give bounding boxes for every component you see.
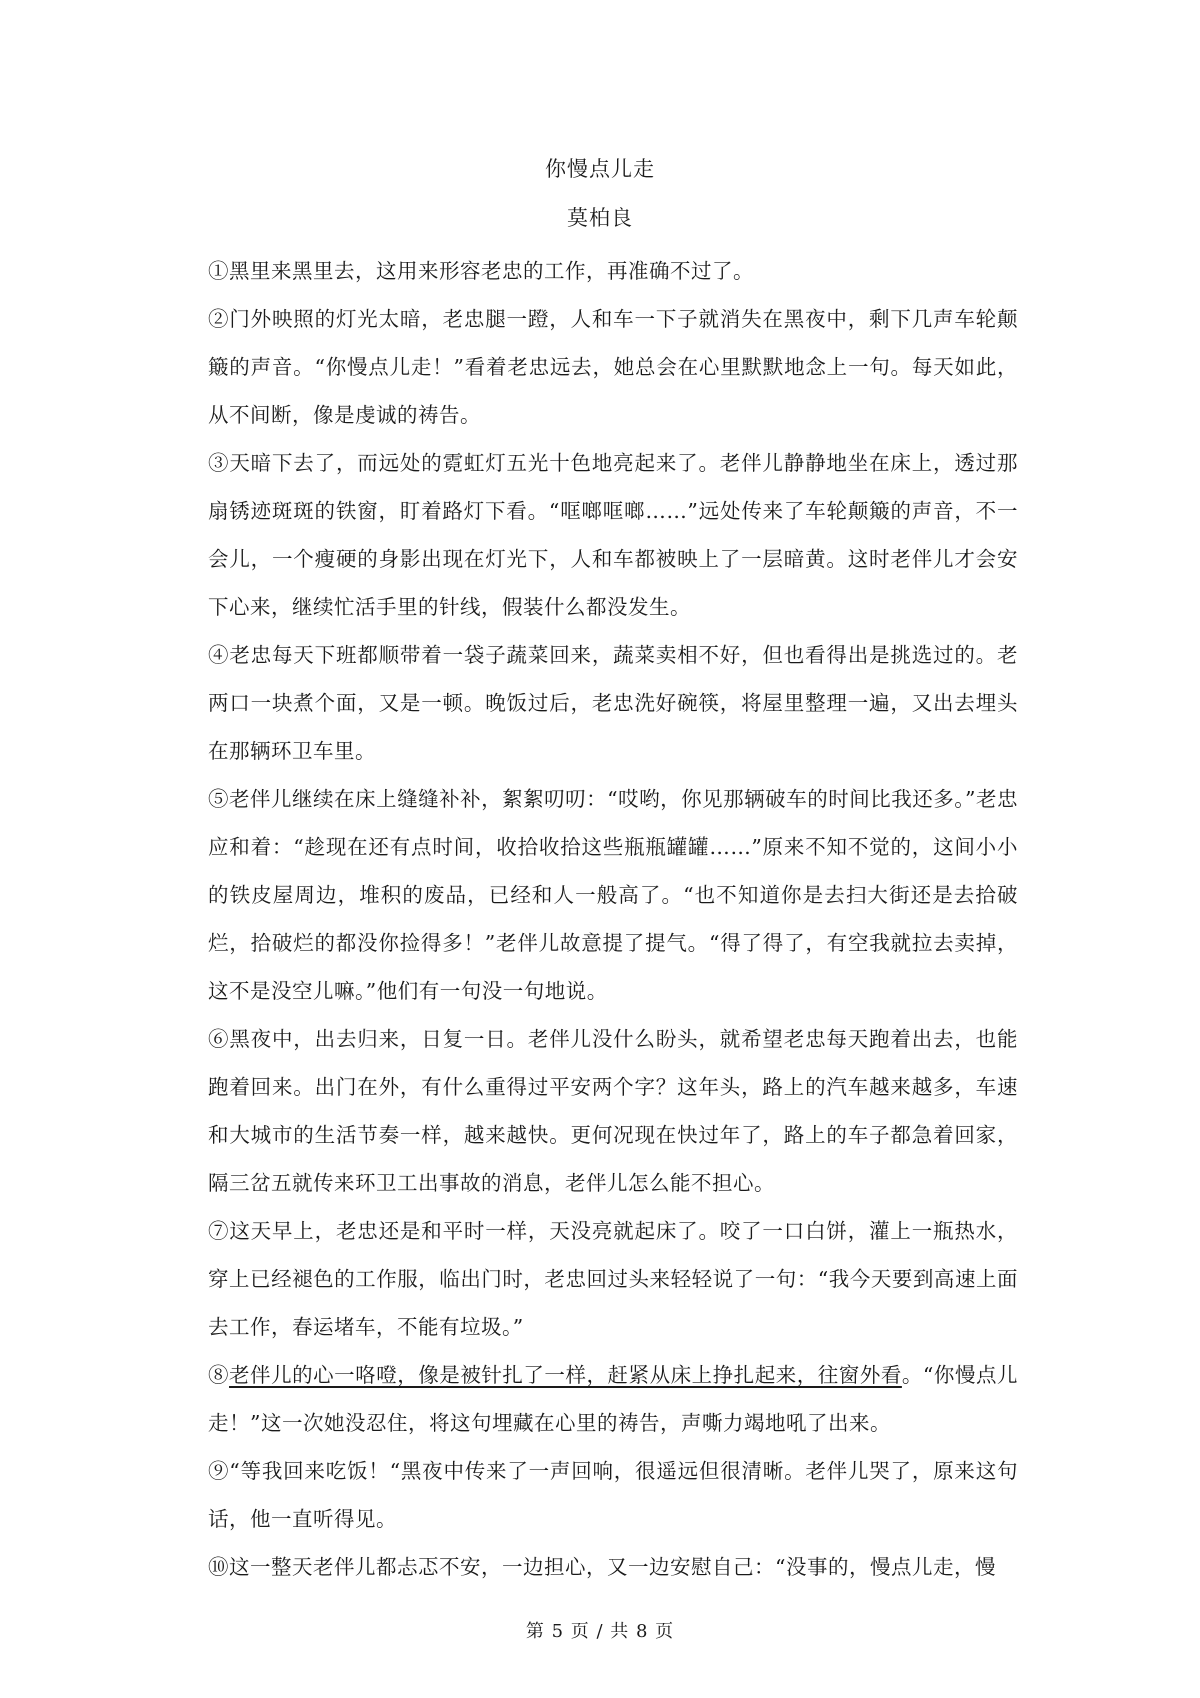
paragraph-number: ① <box>208 259 229 283</box>
paragraph-text: 天暗下去了，而远处的霓虹灯五光十色地亮起来了。老伴儿静静地坐在床上，透过那扇锈迹斑斑的铁窗，盯着路灯下看。“哐啷哐啷……”远处传来了车轮颠簸的声音，不一会儿，一个瘦硬的身影出现在灯光下，人和车都被映上了一层暗黄。这时老伴儿才会安下心来，继续忙活手里的针线，假装什么都没发生。 <box>208 451 1019 619</box>
paragraph-number: ⑥ <box>208 1027 230 1051</box>
paragraph-number: ② <box>208 307 230 331</box>
paragraph-3 <box>208 439 1018 631</box>
page-footer: 第 5 页 / 共 8 页 <box>525 1621 675 1642</box>
paragraph-9 <box>208 1447 1018 1543</box>
paragraph-text: 门外映照的灯光太暗，老忠腿一蹬，人和车一下子就消失在黑夜中，剩下几声车轮颠簸的声音。“你慢点儿走！”看着老忠远去，她总会在心里默默地念上一句。每天如此，从不间断，像是虔诚的祷告。 <box>208 307 1019 427</box>
paragraph-number: ⑨ <box>208 1459 230 1483</box>
paragraph-number: ⑤ <box>208 787 230 811</box>
paragraph-text: “等我回来吃饭！“黑夜中传来了一声回响，很遥远但很清晰。老伴儿哭了，原来这句话，他一直听得见。 <box>208 1459 1018 1531</box>
paragraph-text: 这天早上，老忠还是和平时一样，天没亮就起床了。咬了一口白饼，灌上一瓶热水，穿上已经褪色的工作服，临出门时，老忠回过头来轻轻说了一句：“我今天要到高速上面去工作，春运堵车，不能有垃圾。” <box>208 1219 1019 1339</box>
paragraph-text: 老忠每天下班都顺带着一袋子蔬菜回来，蔬菜卖相不好，但也看得出是挑选过的。老两口一块煮个面，又是一顿。晚饭过后，老忠洗好碗筷，将屋里整理一遍，又出去埋头在那辆环卫车里。 <box>208 643 1019 763</box>
article-title: 你慢点儿走 <box>545 157 655 181</box>
paragraph-text: 黑里来黑里去，这用来形容老忠的工作，再准确不过了。 <box>229 259 754 283</box>
paragraph-number: ③ <box>208 451 230 475</box>
paragraph-6 <box>208 1015 1018 1207</box>
paragraph-number: ⑩ <box>208 1555 229 1579</box>
article-author: 莫柏良 <box>567 206 633 230</box>
article-body <box>208 247 1018 1591</box>
paragraph-10 <box>208 1543 1018 1591</box>
paragraph-1 <box>208 247 1018 295</box>
paragraph-2 <box>208 295 1018 439</box>
paragraph-4 <box>208 631 1018 775</box>
paragraph-number: ④ <box>208 643 230 667</box>
paragraph-text: 黑夜中，出去归来，日复一日。老伴儿没什么盼头，就希望老忠每天跑着出去，也能跑着回来。出门在外，有什么重得过平安两个字？这年头，路上的汽车越来越多，车速和大城市的生活节奏一样，越来越快。更何况现在快过年了，路上的车子都急着回家，隔三岔五就传来环卫工出事故的消息，老伴儿怎么能不担心。 <box>208 1027 1019 1195</box>
underlined-sentence: 老伴儿的心一咯噔，像是被针扎了一样，赶紧从床上挣扎起来，往窗外看 <box>229 1363 902 1387</box>
paragraph-5 <box>208 775 1018 1015</box>
paragraph-7 <box>208 1207 1018 1351</box>
paragraph-8 <box>208 1351 1018 1447</box>
paragraph-text: 。“你慢点儿走！”这一次她没忍住，将这句埋藏在心里的祷告，声嘶力竭地吼了出来。 <box>208 1363 1019 1435</box>
paragraph-number: ⑦ <box>208 1219 230 1243</box>
paragraph-text: 这一整天老伴儿都忐忑不安，一边担心，又一边安慰自己：“没事的，慢点儿走，慢 <box>229 1555 996 1579</box>
paragraph-text: 老伴儿继续在床上缝缝补补，絮絮叨叨：“哎哟，你见那辆破车的时间比我还多。”老忠应和着：“趁现在还有点时间，收拾收拾这些瓶瓶罐罐……”原来不知不觉的，这间小小的铁皮屋周边，堆积的废品，已经和人一般高了。“也不知道你是去扫大街还是去拾破烂，拾破烂的都没你捡得多！”老伴儿故意提了提气。“得了得了，有空我就拉去卖掉，这不是没空儿嘛。”他们有一句没一句地说。 <box>208 787 1018 1003</box>
paragraph-number: ⑧ <box>208 1363 230 1387</box>
